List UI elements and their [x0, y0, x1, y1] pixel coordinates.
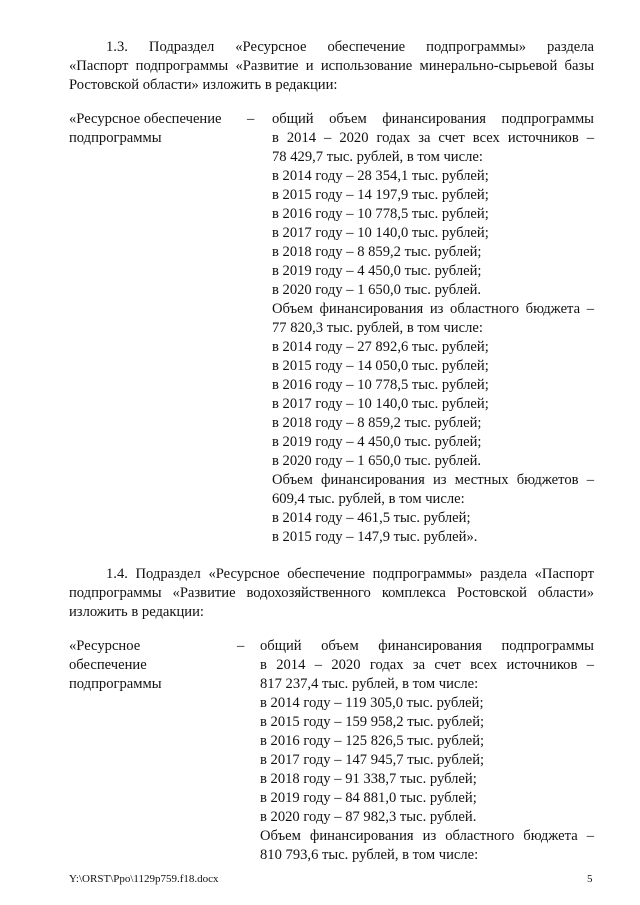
section-1-3-label-line-1: «Ресурсное обеспечение: [69, 111, 222, 127]
s14-line-11: 810 793,6 тыс. рублей, в том числе:: [260, 847, 479, 863]
s13-line-6: в 2017 году – 10 140,0 тыс. рублей;: [272, 225, 489, 241]
section-1-3-intro-line-3: Ростовской области» изложить в редакции:: [69, 77, 338, 93]
section-1-3-label-line-2: подпрограммы: [69, 130, 162, 146]
s13-line-5: в 2016 году – 10 778,5 тыс. рублей;: [272, 206, 489, 222]
section-1-3-intro-line-2: «Паспорт подпрограммы «Развитие и использование минерально-сырьевой базы: [69, 58, 594, 74]
s13-line-19: Объем финансирования из местных бюджетов –: [272, 472, 594, 488]
section-1-4-dash: –: [237, 638, 245, 654]
footer-file-path: Y:\ORST\Ppo\1129p759.f18.docx: [69, 873, 219, 885]
s13-line-20: 609,4 тыс. рублей, в том числе:: [272, 491, 465, 507]
section-1-4-intro-line-3: изложить в редакции:: [69, 604, 204, 620]
footer-page-number: 5: [587, 873, 593, 885]
s13-line-2: 78 429,7 тыс. рублей, в том числе:: [272, 149, 483, 165]
s14-line-8: в 2019 году – 84 881,0 тыс. рублей;: [260, 790, 477, 806]
s13-line-4: в 2015 году – 14 197,9 тыс. рублей;: [272, 187, 489, 203]
section-1-3-dash: –: [247, 111, 255, 127]
section-1-4-intro-line-1: 1.4. Подраздел «Ресурсное обеспечение подпрограммы» раздела «Паспорт: [106, 566, 594, 582]
s14-line-0: общий объем финансирования подпрограммы: [260, 638, 594, 654]
s13-line-8: в 2019 году – 4 450,0 тыс. рублей;: [272, 263, 482, 279]
s13-line-21: в 2014 году – 461,5 тыс. рублей;: [272, 510, 471, 526]
s13-line-10: Объем финансирования из областного бюджета –: [272, 301, 594, 317]
s13-line-16: в 2018 году – 8 859,2 тыс. рублей;: [272, 415, 482, 431]
s14-line-9: в 2020 году – 87 982,3 тыс. рублей.: [260, 809, 477, 825]
s13-line-15: в 2017 году – 10 140,0 тыс. рублей;: [272, 396, 489, 412]
s13-line-13: в 2015 году – 14 050,0 тыс. рублей;: [272, 358, 489, 374]
s14-line-10: Объем финансирования из областного бюджета –: [260, 828, 594, 844]
s14-line-3: в 2014 году – 119 305,0 тыс. рублей;: [260, 695, 484, 711]
s13-line-18: в 2020 году – 1 650,0 тыс. рублей.: [272, 453, 482, 469]
s13-line-14: в 2016 году – 10 778,5 тыс. рублей;: [272, 377, 489, 393]
s14-line-1: в 2014 – 2020 годах за счет всех источников –: [260, 657, 594, 673]
section-1-3-intro-line-1: 1.3. Подраздел «Ресурсное обеспечение подпрограммы» раздела: [106, 39, 594, 55]
s13-line-9: в 2020 году – 1 650,0 тыс. рублей.: [272, 282, 482, 298]
s14-line-7: в 2018 году – 91 338,7 тыс. рублей;: [260, 771, 477, 787]
s13-line-12: в 2014 году – 27 892,6 тыс. рублей;: [272, 339, 489, 355]
s13-line-1: в 2014 – 2020 годах за счет всех источников –: [272, 130, 594, 146]
section-1-4-intro-line-2: подпрограммы «Развитие водохозяйственного комплекса Ростовской области»: [69, 585, 594, 601]
section-1-4-label-line-1: «Ресурсное: [69, 638, 141, 654]
s14-line-6: в 2017 году – 147 945,7 тыс. рублей;: [260, 752, 485, 768]
s13-line-22: в 2015 году – 147,9 тыс. рублей».: [272, 529, 478, 545]
s13-line-17: в 2019 году – 4 450,0 тыс. рублей;: [272, 434, 482, 450]
s13-line-0: общий объем финансирования подпрограммы: [272, 111, 594, 127]
s13-line-7: в 2018 году – 8 859,2 тыс. рублей;: [272, 244, 482, 260]
s14-line-2: 817 237,4 тыс. рублей, в том числе:: [260, 676, 479, 692]
s13-line-3: в 2014 году – 28 354,1 тыс. рублей;: [272, 168, 489, 184]
s14-line-5: в 2016 году – 125 826,5 тыс. рублей;: [260, 733, 485, 749]
section-1-4-label-line-2: обеспечение: [69, 657, 147, 673]
s14-line-4: в 2015 году – 159 958,2 тыс. рублей;: [260, 714, 485, 730]
section-1-4-label-line-3: подпрограммы: [69, 676, 162, 692]
s13-line-11: 77 820,3 тыс. рублей, в том числе:: [272, 320, 483, 336]
